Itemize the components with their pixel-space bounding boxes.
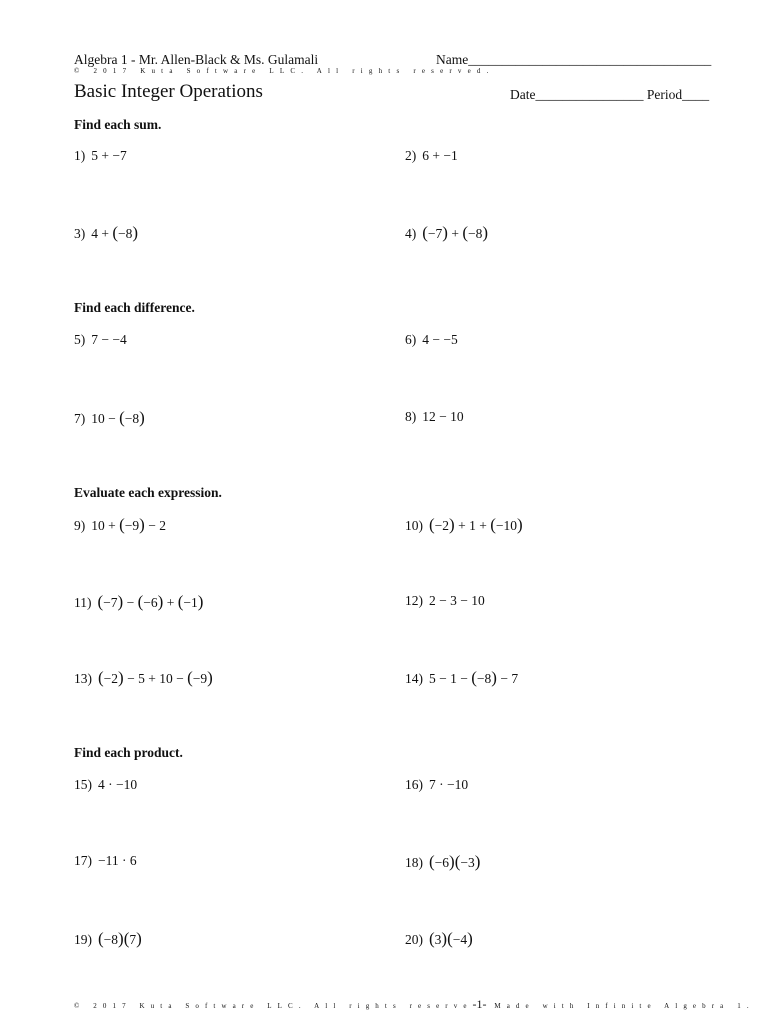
problem-8 [405,409,464,425]
problem-expression: 12 − 10 [422,409,464,424]
problem-expression: 10 − (−8) [91,408,145,427]
problem-number: 4) [405,226,417,241]
problem-number: 3) [74,226,86,241]
problem-number: 20) [405,932,423,947]
date-period-fields: Date________________ Period____ [510,87,710,102]
problem-2 [405,148,458,164]
problem-number: 16) [405,777,423,792]
problem-number: 7) [74,411,86,426]
footer-copyright: © 2017 Kuta Software LLC. All rights reserve [74,1002,473,1010]
problem-number: 1) [74,148,86,163]
footer [74,997,755,1012]
problem-number: 14) [405,671,423,686]
problem-expression: 7 − −4 [91,332,127,347]
problem-1 [74,148,127,164]
problem-expression: 4 − −5 [422,332,458,347]
problem-number: 2) [405,148,417,163]
problem-expression: (−6)(−3) [429,852,481,871]
problem-expression: 10 + (−9) − 2 [91,515,166,534]
problem-expression: (−7) − (−6) + (−1) [97,592,204,611]
problem-expression: −11 · 6 [98,853,137,868]
problem-number: 13) [74,671,92,686]
problem-expression: (−7) + (−8) [422,223,489,242]
problem-6 [405,332,458,348]
problem-12 [405,593,485,609]
problem-expression: (−2) + 1 + (−10) [429,515,523,534]
problem-18 [405,853,480,871]
problem-number: 11) [74,595,92,610]
problem-15 [74,777,137,793]
problem-3 [74,224,138,242]
problem-20 [405,930,473,948]
copyright-notice: © 2017 Kuta Software LLC. All rights reserved. [74,67,495,75]
problem-number: 6) [405,332,417,347]
problem-number: 9) [74,518,86,533]
problem-expression: 5 − 1 − (−8) − 7 [429,668,519,687]
section-heading-difference: Find each difference. [74,300,195,315]
problem-number: 8) [405,409,417,424]
problem-number: 19) [74,932,92,947]
course-title: Algebra 1 - Mr. Allen-Black & Ms. Gulamali [74,52,319,67]
problem-expression: (−2) − 5 + 10 − (−9) [98,668,213,687]
problem-number: 17) [74,853,92,868]
problem-number: 5) [74,332,86,347]
problem-number: 12) [405,593,423,608]
page-number: -1- [472,997,487,1011]
problem-expression: 5 + −7 [91,148,127,163]
problem-expression: 7 · −10 [429,777,469,792]
problem-7 [74,409,145,427]
problem-expression: 2 − 3 − 10 [429,593,485,608]
problem-16 [405,777,468,793]
problem-expression: 4 + (−8) [91,223,139,242]
problem-17 [74,853,137,869]
name-field: Name____________________________________ [436,52,712,67]
problem-9 [74,516,166,534]
problem-number: 10) [405,518,423,533]
problem-13 [74,669,213,687]
section-heading-evaluate: Evaluate each expression. [74,485,222,500]
problem-number: 18) [405,855,423,870]
problem-expression: (−8)(7) [98,929,142,948]
problem-expression: 4 · −10 [98,777,138,792]
problem-expression: (3)(−4) [429,929,473,948]
section-heading-product: Find each product. [74,745,183,760]
problem-10 [405,516,523,534]
footer-made-with: Made with Infinite Algebra 1. [486,1002,755,1010]
problem-expression: 6 + −1 [422,148,458,163]
problem-19 [74,930,142,948]
worksheet-title: Basic Integer Operations [74,81,263,102]
section-heading-sum: Find each sum. [74,117,162,132]
problem-11 [74,593,203,611]
problem-14 [405,669,518,687]
problem-4 [405,224,488,242]
problem-number: 15) [74,777,92,792]
problem-5 [74,332,127,348]
